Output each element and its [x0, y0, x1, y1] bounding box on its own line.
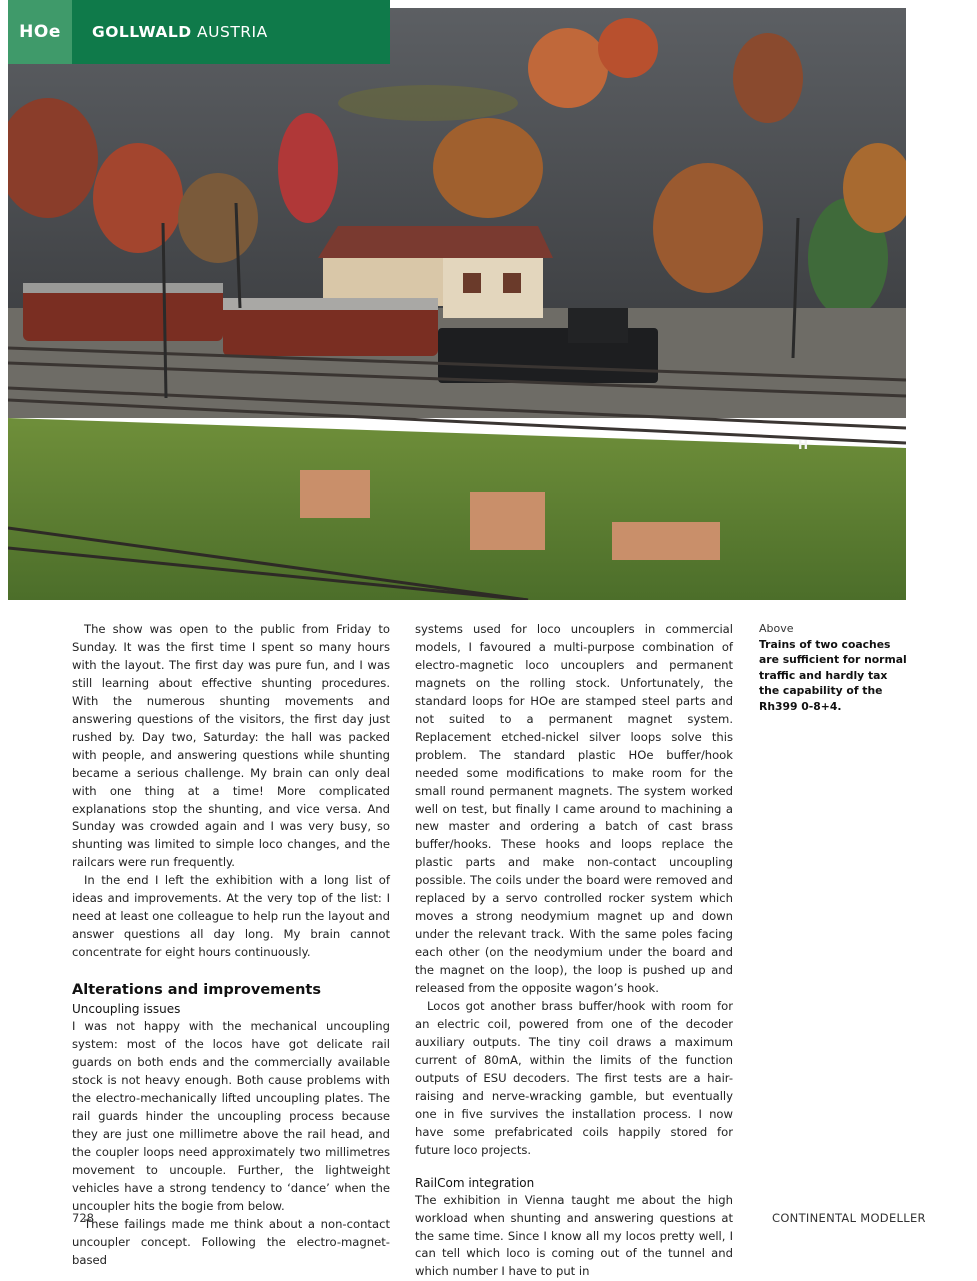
- photo-caption: [759, 621, 909, 714]
- paragraph: I was not happy with the mechanical uncoupling system: most of the locos have got delicate rail guards on both ends and the commercially available stock is not heavy enough. Both cause problems with the electro-mechanically lifted uncoupling plates. The rail guards hinder the uncoupling process because they are just one millimetre above the rail head, and the coupler loops need approximately two millimetres movement to uncouple. Further, the lightweight vehicles have a strong tendency to ‘dance’ when the uncoupler hits the bogie from below.: [72, 1019, 390, 1213]
- paragraph: The exhibition in Vienna taught me about the high workload when shunting and answering questions at the same time. Since I know all my locos pretty well, I can tell which loco is coming out of the tunnel and which number I have to put in: [415, 1192, 733, 1279]
- page-number: 728: [72, 1211, 94, 1225]
- grass-field: [8, 418, 906, 600]
- paragraph: In the end I left the exhibition with a long list of ideas and improvements. At the very top of the list: I need at least one colleague to help run the layout and answer questions all day long. My brain cannot concentrate for eight hours continuously.: [72, 873, 390, 960]
- railway-layout-illustration: [8, 8, 906, 600]
- paragraph: systems used for loco uncouplers in commercial models, I favoured a multi-purpose combination of electro-magnetic loco uncouplers and permanent magnets on the rolling stock. Unfortunately, the standard loops for HOe are stamped steel parts and not suited to a permanent magnet system. Replacement etched-nickel silver loops solve this problem. The standard plastic HOe buffer/hook needed some modifications to make room for the small round permanent magnets. The system worked well on test, but finally I came around to machining a new master and ordering a batch of cast brass buffer/hooks. These hooks and loops replace the plastic parts and make non-contact uncoupling possible. The coils under the board were removed and replaced by a servo controlled rocker system which moves a strong neodymium magnet up and down under the relevant track. With the same poles facing each other (on the neodymium under the board and the magnet on the loop), the loop is pushed up and released from the opposite wagon’s hook.: [415, 622, 733, 996]
- banner-title: [92, 23, 268, 41]
- main-photo: [8, 8, 906, 600]
- paragraph: These failings made me think about a non-contact uncoupler concept. Following the electro-magnet-based: [72, 1216, 390, 1267]
- scale-badge: HOe: [8, 0, 72, 64]
- paragraph: Locos got another brass buffer/hook with room for an electric coil, powered from one of the decoder auxiliary outputs. The tiny coil draws a maximum current of 80mA, within the limits of the function outputs of ESU decoders. The first tests are a hair-raising and nerve-wracking gamble, but eventually one in five survives the installation process. I now have some prefabricated coils happily stored for future loco projects.: [415, 999, 733, 1157]
- text-column-1: [72, 621, 390, 1269]
- banner-title-rest: AUSTRIA: [197, 23, 268, 41]
- subheading: Uncoupling issues: [72, 1002, 181, 1017]
- track-sign: H: [798, 438, 809, 452]
- banner-title-bold: GOLLWALD: [92, 23, 192, 41]
- magazine-name: CONTINENTAL MODELLER: [772, 1211, 926, 1225]
- paragraph: The show was open to the public from Friday to Sunday. It was the first time I spent so many hours with the layout. The first day was pure fun, and I was still learning about effective shunting procedures. With the numerous shunting movements and answering questions of the visitors, the first day just rushed by. Day two, Saturday: the hall was packed with people, and answering questions while shunting became a serious challenge. My brain can only deal with one thing at a time! More complicated explanations stop the shunting, and vice versa. And Sunday was crowded again and I was very busy, so shunting was limited to simple loco changes, and the railcars were run frequently.: [72, 622, 390, 870]
- text-column-2: [415, 621, 733, 1281]
- caption-label: Above: [759, 622, 794, 635]
- section-banner: [8, 0, 390, 64]
- caption-text: Trains of two coaches are sufficient for normal traffic and hardly tax the capability of the Rh399 0-8+4.: [759, 637, 907, 713]
- subheading: RailCom integration: [415, 1175, 535, 1190]
- section-heading: Alterations and improvements: [72, 982, 321, 999]
